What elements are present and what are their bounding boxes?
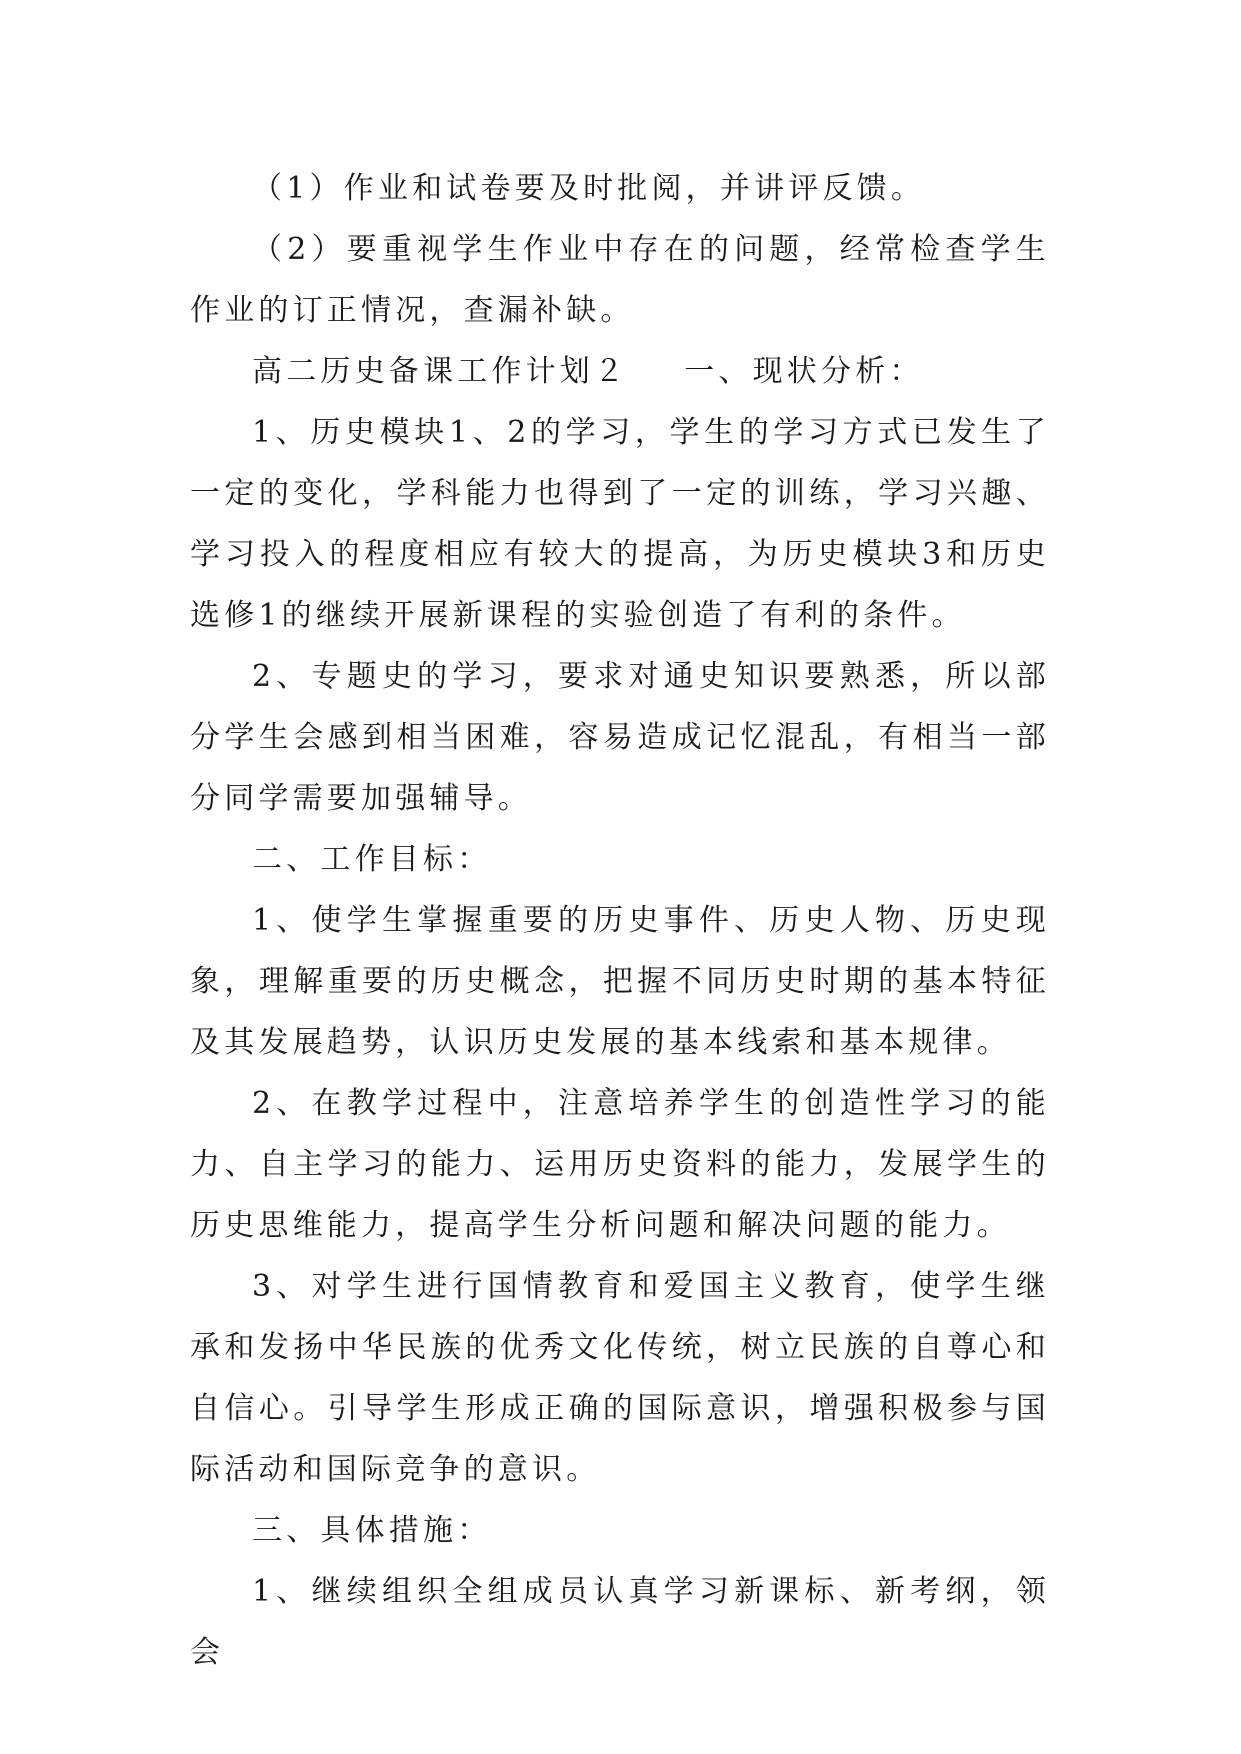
plan-title: 高二历史备课工作计划２	[252, 354, 629, 389]
paragraph-homework-grading: （1）作业和试卷要及时批阅，并讲评反馈。	[252, 171, 926, 206]
section-heading	[190, 341, 1050, 402]
goal-item-3: 3、对学生进行国情教育和爱国主义教育，使学生继承和发扬中华民族的优秀文化传统，树立民族的自尊心和自信心。引导学生形成正确的国际意识，增强积极参与国际活动和国际竞争的意识。	[190, 1269, 1050, 1487]
goal-item-2: 2、在教学过程中，注意培养学生的创造性学习的能力、自主学习的能力、运用历史资料的能力，发展学生的历史思维能力，提高学生分析问题和解决问题的能力。	[190, 1086, 1050, 1243]
paragraph-homework-problems: （2）要重视学生作业中存在的问题，经常检查学生作业的订正情况，查漏补缺。	[190, 232, 1050, 328]
situation-analysis-heading: 一、现状分析：	[684, 354, 924, 389]
analysis-item-2: 2、专题史的学习，要求对通史知识要熟悉，所以部分学生会感到相当困难，容易造成记忆混乱，有相当一部分同学需要加强辅导。	[190, 659, 1050, 816]
goal-item-1: 1、使学生掌握重要的历史事件、历史人物、历史现象，理解重要的历史概念，把握不同历史时期的基本特征及其发展趋势，认识历史发展的基本线索和基本规律。	[190, 903, 1050, 1060]
measure-item-1: 1、继续组织全组成员认真学习新课标、新考纲，领会	[190, 1574, 1050, 1670]
measures-heading: 三、具体措施：	[252, 1513, 492, 1548]
goals-heading: 二、工作目标：	[252, 842, 492, 877]
analysis-item-1: 1、历史模块1、2的学习，学生的学习方式已发生了一定的变化，学科能力也得到了一定的训练，学习兴趣、学习投入的程度相应有较大的提高，为历史模块3和历史选修1的继续开展新课程的实验创造了有利的条件。	[190, 415, 1050, 633]
document-body	[190, 158, 1050, 1683]
